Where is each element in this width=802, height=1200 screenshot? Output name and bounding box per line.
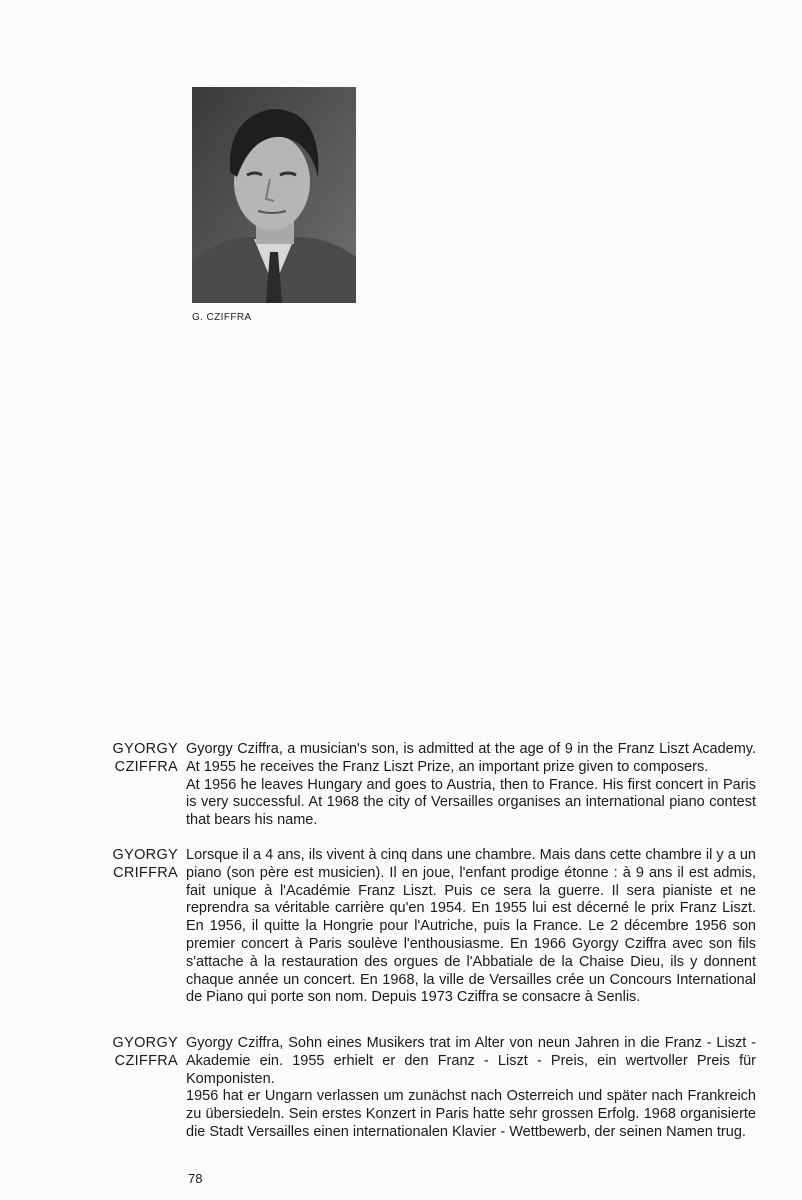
- name-last: CZIFFRA: [114, 758, 178, 775]
- page-number: 78: [188, 1171, 203, 1186]
- name-first: GYORGY: [112, 741, 178, 757]
- bio-paragraph: Gyorgy Cziffra, Sohn eines Musikers trat im Alter von neun Jahren in die Franz - Liszt - Akademie ein. 1955 erhielt er den Franz - Liszt - Preis, ein wertvoller Preis für Komponisten.: [186, 1035, 756, 1087]
- bio-text: [186, 847, 756, 1007]
- section-name: [86, 847, 178, 883]
- name-last: CRIFFRA: [113, 864, 178, 881]
- section-name: [86, 741, 178, 777]
- bio-paragraph: At 1956 he leaves Hungary and goes to Austria, then to France. His first concert in Paris is very successful. At 1968 the city of Versailles organises an international piano contest that bears his name.: [186, 776, 756, 829]
- bio-paragraph: 1956 hat er Ungarn verlassen um zunächst nach Osterreich und später nach Frankreich zu übersiedeln. Sein erstes Konzert in Paris hatte sehr grossen Erfolg. 1968 organisierte die Stadt Versailles einen internationalen Klavier - Wettbewerb, der seinen Namen trug.: [186, 1088, 756, 1140]
- bio-paragraph: Gyorgy Cziffra, a musician's son, is admitted at the age of 9 in the Franz Liszt Academy. At 1955 he receives the Franz Liszt Prize, an important prize given to composers.: [186, 741, 756, 775]
- photo-caption: G. CZIFFRA: [192, 312, 252, 323]
- name-first: GYORGY: [112, 847, 178, 863]
- bio-text: [186, 741, 756, 830]
- bio-text: [186, 1035, 756, 1142]
- name-last: CZIFFRA: [114, 1052, 178, 1069]
- name-first: GYORGY: [112, 1035, 178, 1051]
- portrait-photo: [192, 87, 356, 303]
- section-name: [86, 1035, 178, 1071]
- bio-paragraph: Lorsque il a 4 ans, ils vivent à cinq dans une chambre. Mais dans cette chambre il y a un piano (son père est musicien). Il en joue, l'enfant prodige étonne : à 9 ans il est admis, fait unique à l'Académie Franz Liszt. Puis ce sera la guerre. Il sera pianiste et ne reprendra sa véritable carrière qu'en 1954. En 1955 lui est décerné le prix Franz Liszt. En 1956, il quitte la Hongrie pour l'Autriche, puis la France. Le 2 décembre 1956 son premier concert à Paris soulève l'enthousiasme. En 1966 Gyorgy Cziffra avec son fils s'attache à la restauration des orgues de l'Abbatiale de la Chaise Dieu, ils y donnent chaque année un concert. En 1968, la ville de Versailles crée un Concours International de Piano qui porte son nom. Depuis 1973 Cziffra se consacre à Senlis.: [186, 847, 756, 1006]
